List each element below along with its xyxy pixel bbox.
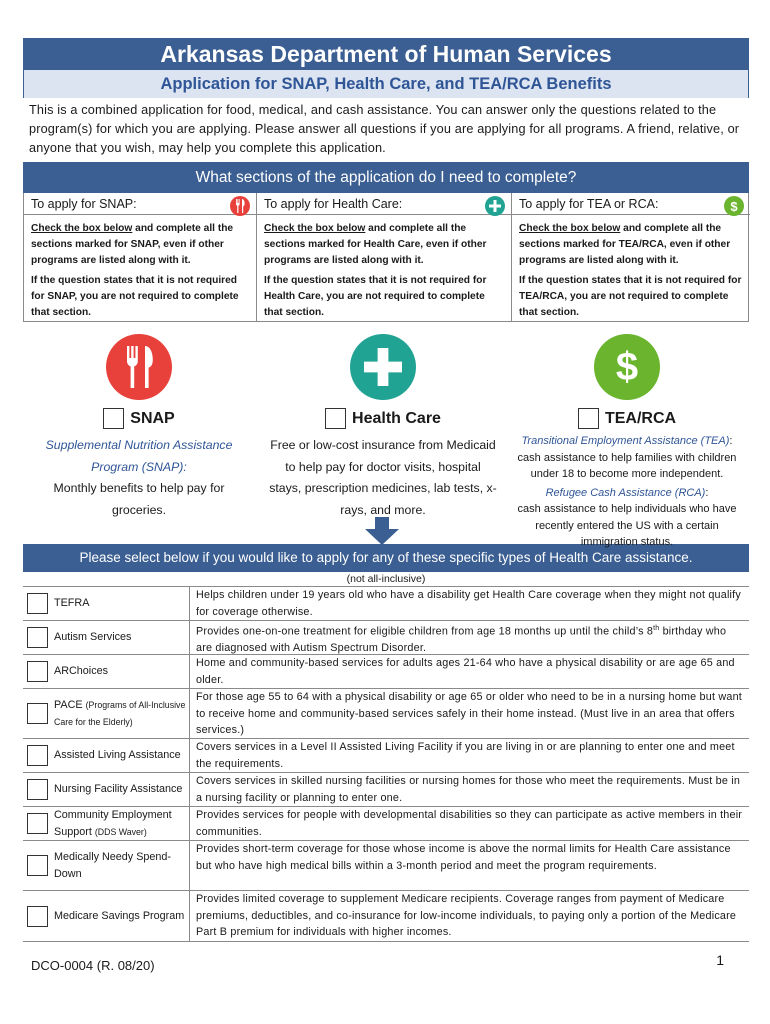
rca-description: cash assistance to help individuals who have recently entered the US with a certain immigration status. [517, 503, 737, 548]
apply-snap-column [24, 193, 256, 321]
nursing-facility-checkbox[interactable] [27, 779, 48, 800]
table-row [23, 739, 749, 773]
fork-knife-icon [230, 196, 250, 216]
apply-health-note: If the question states that it is not required for Health Care, you are not required to complete that section. [264, 275, 487, 318]
apply-instructions [23, 193, 749, 322]
apply-tea-head: To apply for TEA or RCA: [512, 195, 750, 215]
table-row [23, 621, 749, 655]
table-row [23, 773, 749, 807]
health-care-checkbox[interactable] [325, 408, 346, 429]
autism-services-description: Provides one-on-one treatment for eligible children from age 18 months up until the child’s 8th birthday who are diagnosed with Autism Spectrum Disorder. [196, 625, 727, 655]
snap-program [39, 334, 239, 521]
autism-services-label: Autism Services [54, 631, 132, 644]
assisted-living-checkbox[interactable] [27, 745, 48, 766]
medicare-savings-label: Medicare Savings Program [54, 909, 185, 922]
apply-snap-check-underlined: Check the box below [31, 223, 133, 234]
nursing-facility-description: Covers services in skilled nursing facilities or nursing homes for those who meet the requirements. Must be in a nursing facility or planning to enter one. [196, 775, 741, 804]
tea-rca-label: TEA/RCA [604, 409, 677, 427]
apply-tea-check-underlined: Check the box below [519, 223, 621, 234]
health-care-description: Free or low-cost insurance from Medicaid to help pay for doctor visits, hospital stays, prescription medicines, lab tests, x-rays, and more. [269, 438, 497, 517]
nursing-facility-label: Nursing Facility Assistance [54, 783, 183, 796]
tefra-label: TEFRA [54, 597, 90, 610]
snap-checkbox[interactable] [103, 408, 124, 429]
apply-tea-column [511, 193, 750, 321]
sections-heading: What sections of the application do I need to complete? [23, 162, 749, 193]
table-row [23, 655, 749, 689]
table-row [23, 689, 749, 739]
pace-checkbox[interactable] [27, 703, 48, 724]
down-arrow-icon [365, 517, 399, 545]
pace-description: For those age 55 to 64 with a physical disability or age 65 or older who need to be in a nursing home but want to receive home and community-based services safely in their home instead. (Must live in an area that offers services.) [196, 691, 742, 736]
pace-label: PACE (Programs of All-Inclusive Care for the Elderly) [54, 699, 186, 727]
health-care-types-table [23, 586, 749, 942]
medically-needy-label: Medically Needy Spend-Down [54, 851, 172, 880]
snap-label: SNAP [130, 409, 175, 427]
tefra-checkbox[interactable] [27, 593, 48, 614]
community-employment-description: Provides services for people with developmental disabilities so they can participate as active members in their communities. [196, 809, 743, 838]
archoices-description: Home and community-based services for adults ages 21-64 who have a physical disability or are age 65 and older. [196, 657, 735, 686]
assisted-living-description: Covers services in a Level II Assisted Living Facility if you are living in or are planning to enter one and meet the requirements. [196, 741, 735, 770]
program-options [23, 322, 749, 548]
community-employment-checkbox[interactable] [27, 813, 48, 834]
health-care-label: Health Care [352, 409, 441, 427]
tea-rca-program: $ TEA/RCA Transitional Employment Assistance (TEA): cash assistance to help families with children under 18 to become more independent. Refugee Cash Assistance (RCA): cash assistance to help individuals who have recently entered the US with a certain immigration status. [507, 334, 747, 551]
form-code: DCO-0004 (R. 08/20) [31, 958, 155, 973]
fork-knife-icon [106, 334, 172, 400]
community-employment-label: Community Employment Support (DDS Waver) [54, 809, 172, 838]
tea-rca-checkbox[interactable] [578, 408, 599, 429]
plus-icon [350, 334, 416, 400]
page-number: 1 [716, 952, 724, 968]
health-care-program [269, 334, 497, 521]
medicare-savings-description: Provides limited coverage to supplement Medicare recipients. Coverage ranges from payment of Medicare premiums, deductibles, and co-insurance for low-income individuals, to paying only a portion of the Medicare Part B premium for individuals with higher incomes. [196, 893, 737, 938]
health-care-types-heading: Please select below if you would like to apply for any of these specific types of Health Care assistance. [23, 544, 749, 572]
apply-health-check-text: and complete all the sections marked for Health Care, even if other programs are listed along with it. [264, 223, 487, 266]
page-subtitle: Application for SNAP, Health Care, and TEA/RCA Benefits [23, 70, 749, 98]
apply-snap-note: If the question states that it is not required for SNAP, you are not required to complete that section. [31, 275, 239, 318]
medicare-savings-checkbox[interactable] [27, 906, 48, 927]
medically-needy-description: Provides short-term coverage for those whose income is above the normal limits for Health Care assistance but who have high medical bills within a 3-month period and meet the program requirements. [196, 843, 731, 872]
archoices-checkbox[interactable] [27, 661, 48, 682]
application-page [23, 38, 749, 942]
apply-health-check-underlined: Check the box below [264, 223, 366, 234]
assisted-living-label: Assisted Living Assistance [54, 749, 181, 762]
plus-icon [485, 196, 505, 216]
apply-snap-check-text: and complete all the sections marked for SNAP, even if other programs are listed along with it. [31, 223, 234, 266]
tefra-description: Helps children under 19 years old who have a disability get Health Care coverage when they might not qualify for coverage otherwise. [196, 589, 741, 618]
medically-needy-checkbox[interactable] [27, 855, 48, 876]
tea-description: cash assistance to help families with children under 18 to become more independent. [517, 451, 737, 480]
rca-label: Refugee Cash Assistance (RCA) [545, 486, 706, 499]
health-care-types-note: (not all-inclusive) [346, 573, 426, 585]
dollar-icon: $ [594, 334, 660, 400]
table-row [23, 587, 749, 621]
apply-health-head: To apply for Health Care: [257, 195, 511, 215]
table-row [23, 841, 749, 891]
archoices-label: ARChoices [54, 665, 109, 678]
table-row [23, 891, 749, 941]
page-title: Arkansas Department of Human Services [23, 38, 749, 70]
snap-description: Monthly benefits to help pay for groceries. [53, 481, 225, 517]
apply-tea-note: If the question states that it is not required for TEA/RCA, you are not required to complete that section. [519, 275, 742, 318]
intro-text: This is a combined application for food, medical, and cash assistance. You can answer only the questions related to the program(s) for which you are applying. Please answer all questions if you are applying for all programs. A friend, relative, or anyone that you wish, may help you complete this application. [29, 103, 740, 155]
dollar-icon: $ [724, 196, 744, 216]
tea-label: Transitional Employment Assistance (TEA) [521, 435, 730, 447]
snap-full-name: Supplemental Nutrition Assistance Program (SNAP): [45, 438, 233, 474]
autism-services-checkbox[interactable] [27, 627, 48, 648]
apply-snap-head: To apply for SNAP: [24, 195, 256, 215]
table-row [23, 807, 749, 841]
apply-tea-check-text: and complete all the sections marked for TEA/RCA, even if other programs are listed along with it. [519, 223, 731, 266]
apply-health-column [256, 193, 511, 321]
